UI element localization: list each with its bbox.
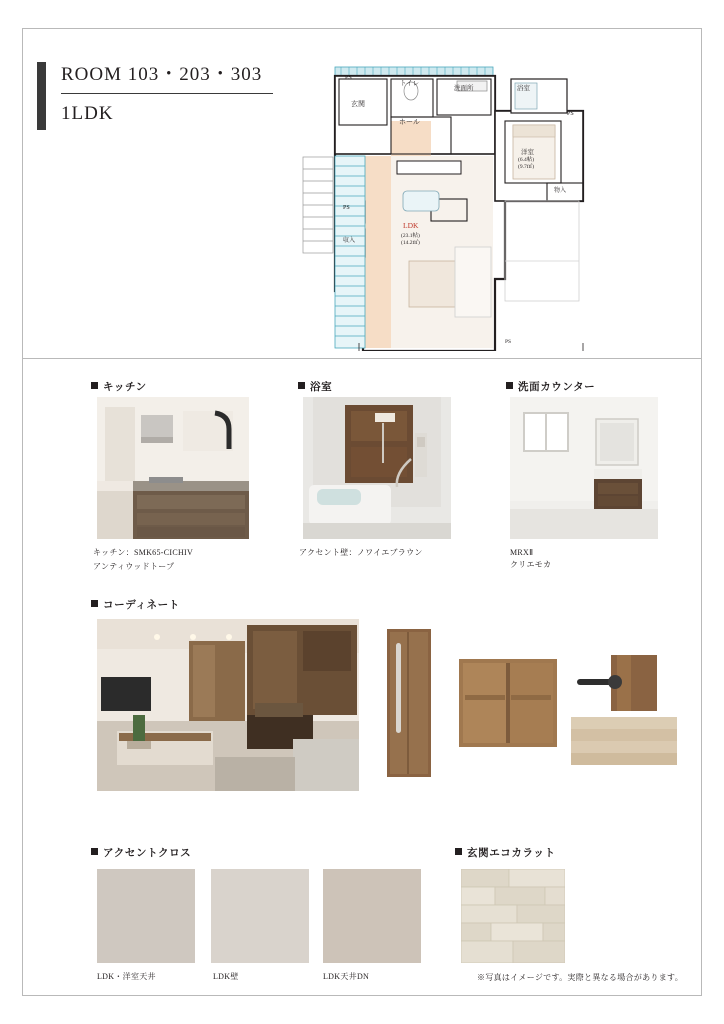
double-door-photo — [455, 655, 561, 751]
plan-label: LDK — [403, 221, 419, 230]
bath-heading: 浴室 — [298, 379, 332, 394]
plan-label: 洗面所 — [454, 85, 474, 92]
ecocarat-heading: 玄関エコカラット — [455, 845, 556, 860]
materials-row — [23, 827, 701, 987]
accent-cloth-swatch-2 — [211, 869, 309, 963]
accent-cloth-swatch-3 — [323, 869, 421, 963]
door-handle-photo — [571, 655, 657, 711]
room-type-label: 1LDK — [61, 103, 114, 124]
equipment-row — [23, 359, 701, 577]
square-bullet-icon — [91, 382, 98, 389]
accent-cloth-label-3: LDK天井DN — [323, 972, 370, 981]
title-block — [61, 59, 291, 125]
accent-cloth-heading: アクセントクロス — [91, 845, 191, 860]
plan-label: (9.7㎡) — [518, 164, 535, 170]
kitchen-caption-1: キッチン：SMK65-CICHIV — [93, 548, 194, 557]
square-bullet-icon — [455, 848, 462, 855]
kitchen-heading: キッチン — [91, 379, 147, 394]
washstand-photo — [510, 397, 658, 539]
plan-label: PS — [505, 339, 512, 345]
bath-caption-1: アクセント壁：ノワイエブラウン — [299, 548, 423, 557]
square-bullet-icon — [298, 382, 305, 389]
washstand-heading: 洗面カウンター — [506, 379, 595, 394]
square-bullet-icon — [91, 600, 98, 607]
square-bullet-icon — [506, 382, 513, 389]
washstand-caption-1: MRXⅡ — [510, 548, 534, 557]
kitchen-photo — [97, 397, 249, 539]
page-title: ROOM 103・203・303 — [61, 59, 273, 94]
square-bullet-icon — [91, 848, 98, 855]
plan-label: 洋室 — [521, 149, 534, 156]
plan-label: (6.4帖) — [518, 157, 535, 163]
accent-cloth-label-2: LDK壁 — [213, 972, 239, 981]
washstand-caption-2: クリエモカ — [510, 560, 552, 569]
plan-label: 収入 — [343, 238, 356, 244]
floor-plan — [299, 61, 639, 351]
plan-label: PS — [567, 111, 574, 117]
plan-label: PS — [343, 205, 350, 211]
kitchen-caption-2: アンティウッドトープ — [93, 562, 175, 571]
brochure-page — [22, 28, 702, 996]
coordinate-row — [23, 589, 701, 819]
flooring-photo — [571, 717, 677, 765]
plan-section — [23, 29, 701, 359]
plan-label: ホール — [399, 118, 420, 126]
accent-cloth-label-1: LDK・洋室天井 — [97, 972, 156, 981]
plan-label: (23.1帖) — [401, 233, 420, 239]
disclaimer-note: ※写真はイメージです。実際と異なる場合があります。 — [477, 973, 683, 982]
ecocarat-photo — [461, 869, 565, 963]
bath-photo — [303, 397, 451, 539]
plan-label: 浴室 — [517, 85, 530, 92]
plan-label: トイレ — [400, 80, 420, 87]
plan-label: (14.2㎡) — [401, 240, 420, 246]
plan-label: 物入 — [554, 188, 567, 194]
plan-label: PS — [345, 75, 352, 81]
coordinate-heading: コーディネート — [91, 597, 180, 612]
plan-label: 玄関 — [351, 100, 365, 108]
door-photo — [387, 629, 431, 777]
title-accent-bar — [37, 62, 46, 130]
accent-cloth-swatch-1 — [97, 869, 195, 963]
coordinate-main-photo — [97, 619, 359, 791]
